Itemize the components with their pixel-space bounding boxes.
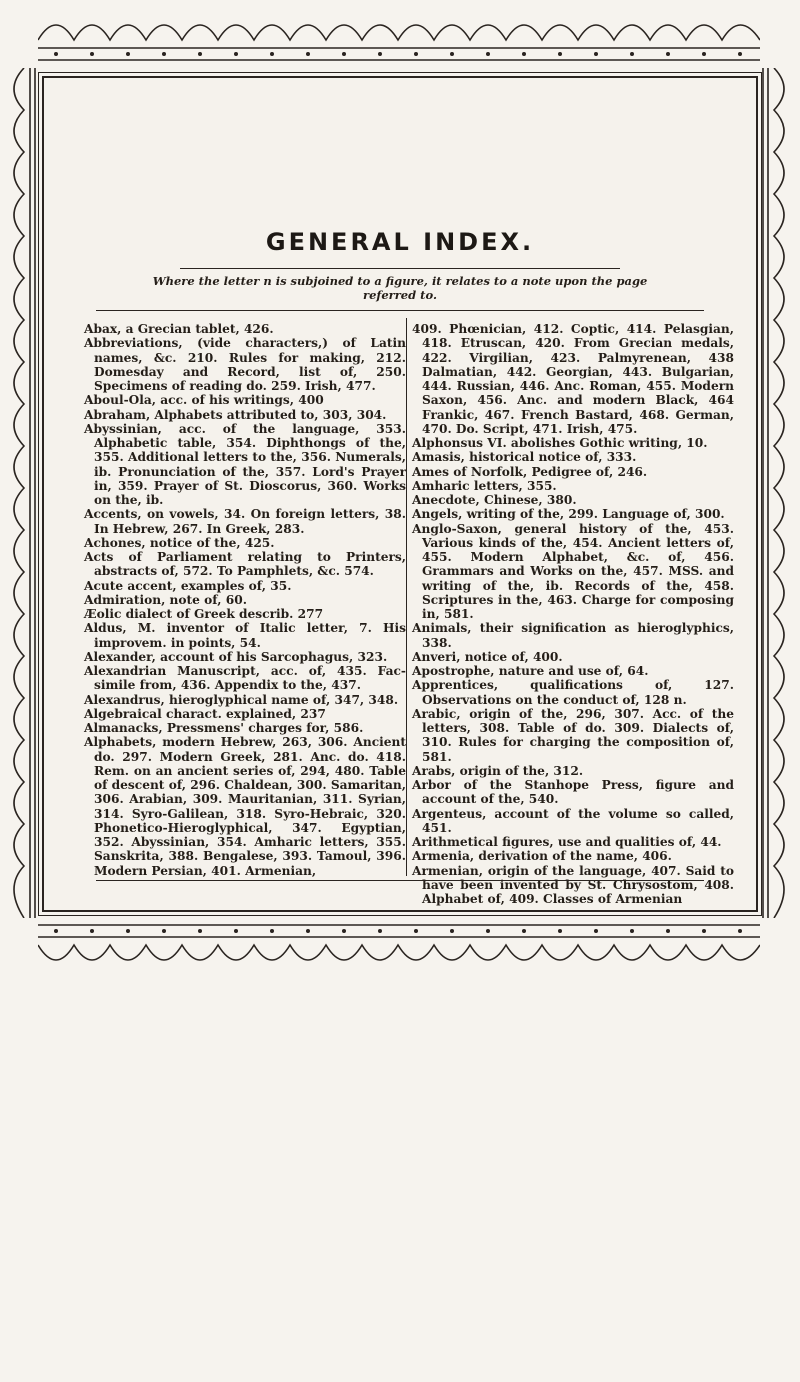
index-entry: Algebraical charact. explained, 237 [84,706,326,721]
index-entry: 409. Phœnician, 412. Coptic, 414. Pelasgian, 418. Etruscan, 420. From Grecian medals, 422. Virgilian, 423. Palmyrenean, 438 Dalmatian, 442. Georgian, 443. Bulgarian, 444. Russian, 446. Anc. Roman, 455. Modern Saxon, 456. Anc. and modern Black, 464 Frankic, 467. French Bastard, 468. German, 470. Do. Script, 471. Irish, 475. [412,322,734,436]
ornamental-border-top [38,10,760,72]
index-entry: Abraham, Alphabets attributed to, 303, 304. [84,407,387,422]
index-entry: Achones, notice of the, 425. [84,535,275,550]
page-title: GENERAL INDEX. [265,228,535,256]
index-note: Where the letter n is subjoined to a figure, it relates to a note upon the page referred to. [152,274,648,302]
index-entry: Accents, on vowels, 34. On foreign letters, 38. In Hebrew, 267. In Greek, 283. [84,507,406,536]
index-entry: Acute accent, examples of, 35. [84,578,292,593]
ornamental-border-bottom [38,913,760,975]
index-entry: Arbor of the Stanhope Press, figure and account of the, 540. [412,778,734,807]
index-entry: Apostrophe, nature and use of, 64. [412,664,649,678]
index-entry: Angels, writing of the, 299. Language of, 300. [412,507,725,522]
index-entry: Almanacks, Pressmens' charges for, 586. [84,721,364,735]
index-entry: Anecdote, Chinese, 380. [412,493,577,507]
index-entry: Alexander, account of his Sarcophagus, 323. [84,649,388,664]
index-entry: Acts of Parliament relating to Printers, abstracts of, 572. To Pamphlets, &c. 574. [84,550,406,579]
index-entry: Arabic, origin of the, 296, 307. Acc. of the letters, 308. Table of do. 309. Dialects of, 310. Rules for charging the composition of, 581. [412,706,734,764]
index-entry: Aldus, M. inventor of Italic letter, 7. His improvem. in points, 54. [84,621,406,650]
index-column-right [412,322,734,906]
index-entry: Alphabets, modern Hebrew, 263, 306. Ancient do. 297. Modern Greek, 281. Anc. do. 418. Rem. on an ancient series of, 294, 480. Table of descent of, 296. Chaldean, 300. Samaritan, 306. Arabian, 309. Mauritanian, 311. Syrian, 314. Syro-Galilean, 318. Syro-Hebraic, 320. Phonetico-Hieroglyphical, 347. Egyptian, 352. Abyssinian, 354. Amharic letters, 355. Sanskrita, 388. Bengalese, 393. Tamoul, 396. Modern Persian, 401. Armenian, [84,735,406,878]
index-entry: Amharic letters, 355. [412,478,557,493]
bottom-rule [96,880,704,881]
index-entry: Arithmetical figures, use and qualities of, 44. [412,835,722,849]
ornamental-border-right [760,68,794,918]
index-entry: Abbreviations, (vide characters,) of Latin names, &c. 210. Rules for making, 212. Domesday and Record, list of, 250. Specimens of reading do. 259. Irish, 477. [84,336,406,393]
ornamental-border-left [4,68,38,918]
index-column-left [84,322,406,878]
index-entry: Abyssinian, acc. of the language, 353. Alphabetic table, 354. Diphthongs of the, 355. Additional letters to the, 356. Numerals, ib. Pronunciation of the, 357. Lord's Prayer in, 359. Prayer of St. Dioscorus, 360. Works on the, ib. [84,421,406,507]
index-entry: Anveri, notice of, 400. [412,649,563,664]
index-entry: Alexandrian Manuscript, acc. of, 435. Fac-simile from, 436. Appendix to the, 437. [84,664,406,693]
index-entry: Arabs, origin of the, 312. [412,763,584,778]
index-entry: Admiration, note of, 60. [84,592,247,607]
index-entry: Alexandrus, hieroglyphical name of, 347, 348. [84,692,399,707]
index-entry: Ames of Norfolk, Pedigree of, 246. [412,464,648,479]
index-entry: Amasis, historical notice of, 333. [412,450,637,465]
title-rule [180,268,620,269]
index-entry: Armenian, origin of the language, 407. Said to have been invented by St. Chrysostom, 408. Alphabet of, 409. Classes of Armenian [412,863,734,906]
index-entry: Alphonsus VI. abolishes Gothic writing, 10. [412,436,708,450]
index-entry: Aboul-Ola, acc. of his writings, 400 [84,393,324,408]
index-entry: Apprentices, qualifications of, 127. Observations on the conduct of, 128 n. [412,678,734,707]
index-entry: Animals, their signification as hieroglyphics, 338. [412,621,734,650]
note-rule [96,310,704,311]
index-entry: Armenia, derivation of the name, 406. [412,849,672,864]
index-entry: Abax, a Grecian tablet, 426. [84,322,274,336]
index-entry: Æolic dialect of Greek describ. 277 [84,607,324,621]
column-divider [406,318,407,876]
index-entry: Argenteus, account of the volume so called, 451. [412,806,734,835]
index-entry: Anglo-Saxon, general history of the, 453. Various kinds of the, 454. Ancient letters of, 455. Modern Alphabet, &c. of, 456. Grammars and Works on the, 457. MSS. and writing of the, ib. Records of the, 458. Scriptures in the, 463. Charge for composing in, 581. [412,521,734,621]
